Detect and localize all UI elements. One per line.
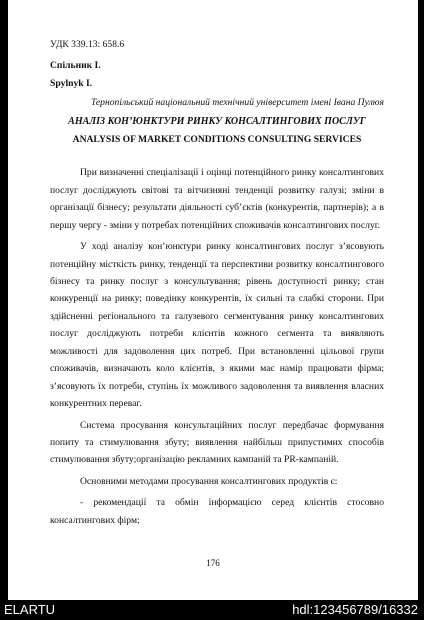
viewer-footer-bar: [0, 600, 424, 620]
title-english: ANALYSIS OF MARKET CONDITIONS CONSULTING SERVICES: [72, 133, 362, 145]
author-name-ua: Спільник І.: [50, 59, 101, 71]
paragraph-1: При визначенні спеціалізації і оцінці потенційного ринку консалтингових послуг досліджують світові та вітчизняні тенденції розвитку галузі; зміни в організації бізнесу; результати діяльності суб’єктів (конкурентів, партнерів); а в першу чергу - зміни у потребах потенційних споживачів консалтингових послуг.: [50, 167, 384, 231]
affiliation: Тернопільський національний технічний університет імені Івана Пулюя: [90, 96, 384, 108]
author-name-en: Spylnyk I.: [50, 78, 93, 90]
repository-name: ELARTU: [4, 602, 56, 617]
paragraph-4: Основними методами просування консалтингових продуктів є:: [80, 475, 338, 487]
page-content: [50, 38, 384, 533]
paragraph-2: У ході аналізу кон’юнктури ринку консалтингових послуг з’ясовують потенційну місткість ринку, тенденції та перспективи розвитку консалтингового бізнесу та ринку послуг з консультування; рівень доступності ринку; стан конкуренції на ринку; поведінку конкурентів, їх сильні та слабкі сторони. При здійсненні регіонального та галузевого сегментування ринку консалтингових послуг досліджують потреби клієнтів кожного сегмента та виявляють можливості для задоволення цих потреб. При встановленні цільової групи споживачів, визначають коло клієнтів, з якими має намір працювати фірма; з’ясовують їх потреби, ступінь їх можливого задоволення та виявлення власних конкурентних переваг.: [50, 241, 384, 410]
paragraph-5: - рекомендації та обмін інформацією серед клієнтів стосовно консалтингових фірм;: [50, 497, 384, 526]
title-ukrainian: АНАЛІЗ КОН’ЮНКТУРИ РИНКУ КОНСАЛТИНГОВИХ ПОСЛУГ: [68, 116, 366, 128]
paragraph-3: Система просування консультаційних послуг передбачає формування попиту та стимулювання збуту; виявлення найбільш припустимих способів стимулювання збуту;організацію рекламних кампаній та PR-кампаній.: [50, 419, 384, 466]
body-text: [50, 164, 384, 529]
page-number: 176: [206, 558, 220, 568]
handle-identifier: hdl:123456789/16332: [292, 602, 418, 617]
document-page: [8, 0, 418, 600]
udk-code: УДК 339.13: 658.6: [50, 39, 125, 50]
